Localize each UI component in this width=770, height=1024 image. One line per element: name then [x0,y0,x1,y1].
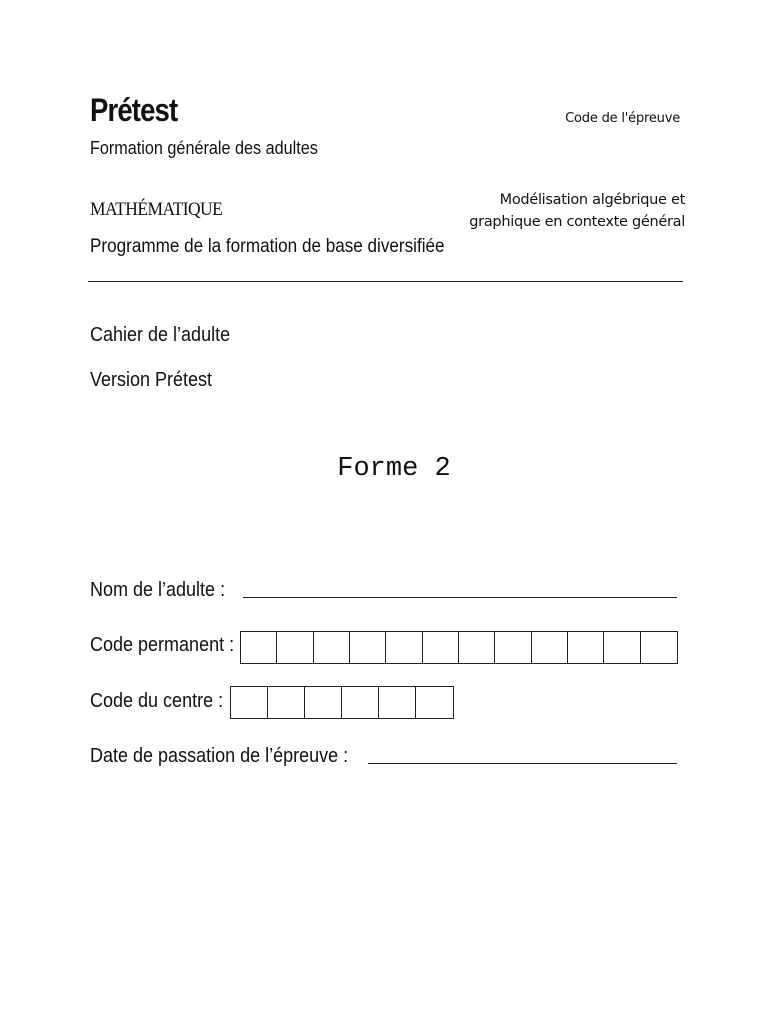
subject-name: MATHÉMATIQUE [90,199,223,220]
document-subtitle: Formation générale des adultes [90,138,318,158]
permanent-code-box[interactable] [314,632,350,663]
permanent-code-box[interactable] [386,632,422,663]
document-title: Prétest [90,92,178,128]
permanent-code-box[interactable] [350,632,386,663]
centre-code-box[interactable] [342,687,379,718]
notebook-label: Cahier de l’adulte [90,324,231,346]
course-title: Modélisation algébrique et graphique en contexte général [469,192,685,230]
centre-code-box[interactable] [231,687,268,718]
name-label: Nom de l’adulte : [90,579,226,601]
permanent-code-box[interactable] [241,632,277,663]
exam-date-label: Date de passation de l’épreuve : [90,745,349,767]
permanent-code-label: Code permanent : [90,634,235,656]
centre-code-box[interactable] [305,687,342,718]
exam-code-label: Code de l'épreuve [565,111,680,126]
permanent-code-box[interactable] [604,632,640,663]
centre-code-label: Code du centre : [90,690,224,712]
permanent-code-box[interactable] [423,632,459,663]
permanent-code-box[interactable] [532,632,568,663]
name-input-line[interactable] [243,597,677,598]
permanent-code-box[interactable] [568,632,604,663]
form-number: Forme 2 [337,454,451,484]
permanent-code-box[interactable] [641,632,677,663]
exam-date-input-line[interactable] [368,763,677,764]
permanent-code-box[interactable] [277,632,313,663]
centre-code-box[interactable] [268,687,305,718]
header-divider [88,281,683,282]
permanent-code-box[interactable] [459,632,495,663]
permanent-code-box[interactable] [495,632,531,663]
centre-code-boxes[interactable] [230,686,454,719]
centre-code-box[interactable] [379,687,416,718]
permanent-code-boxes[interactable] [240,631,678,664]
centre-code-box[interactable] [416,687,453,718]
program-name: Programme de la formation de base diversifiée [90,236,445,257]
version-label: Version Prétest [90,369,213,391]
